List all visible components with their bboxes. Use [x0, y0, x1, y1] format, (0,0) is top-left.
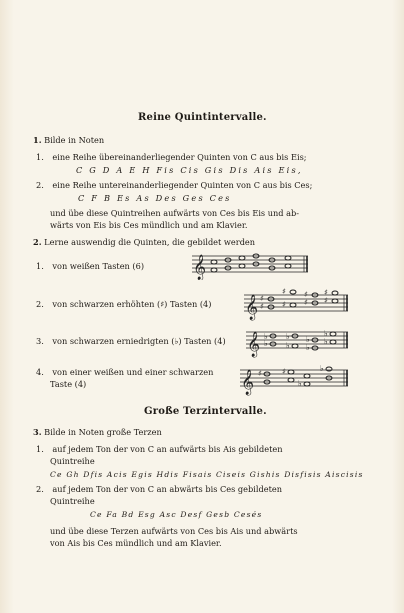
task3-item1-text2: Quintreihe	[50, 456, 95, 466]
task3-item1	[36, 444, 282, 454]
svg-text:♭: ♭	[286, 341, 290, 350]
task3-number: 3.	[33, 427, 42, 437]
task2-item3	[36, 336, 226, 346]
task3-line	[33, 427, 162, 437]
svg-text:♭: ♭	[298, 379, 302, 388]
staff-flat-keys	[246, 324, 350, 358]
task2-item4	[36, 367, 213, 377]
svg-text:♯: ♯	[324, 288, 328, 297]
svg-text:♭: ♭	[324, 337, 328, 346]
section-title-terzintervalle: Große Terzintervalle.	[144, 406, 267, 417]
svg-text:𝄞: 𝄞	[241, 370, 255, 395]
task2-number: 2.	[33, 237, 42, 247]
task2-line	[33, 237, 255, 247]
task3-item2-text: auf jedem Ton der von C an abwärts bis Ces gebildeten	[52, 484, 282, 494]
task3-note-line1: und übe diese Terzen aufwärts von Ces bis Ais und abwärts	[50, 526, 298, 536]
task2-label: Lerne auswendig die Quinten, die gebildet werden	[44, 237, 256, 247]
task2-item4-number: 4.	[36, 367, 44, 377]
task2-item1-text: von weißen Tasten (6)	[52, 261, 145, 271]
svg-text:♭: ♭	[306, 343, 310, 352]
task3-item2	[36, 484, 282, 494]
terz-sequence-up: Ce Gh Dfis Acis Egis Hdis Fisais Ciseis Gishis Disfisis Aiscisis	[50, 470, 364, 479]
task2-item3-text: von schwarzen erniedrigten (♭) Tasten (4)	[52, 336, 226, 346]
quint-sequence-up: C G D A E H Fis Cis Gis Dis Ais Eis,	[76, 165, 303, 175]
task3-item2-number: 2.	[36, 484, 44, 494]
svg-text:♯: ♯	[282, 300, 286, 309]
terz-sequence-down: Ce Fa Bd Esg Asc Desf Gesb Cesés	[90, 510, 263, 519]
task1-item1-text: eine Reihe übereinanderliegender Quinten von C aus bis Eis;	[52, 152, 307, 162]
task1-item2-text: eine Reihe untereinanderliegender Quinten von C aus bis Ces;	[52, 180, 313, 190]
task1-item1	[36, 152, 307, 162]
staff-mixed-keys	[240, 362, 350, 396]
task1-note-line1: und übe diese Quintreihen aufwärts von Ces bis Eis und ab-	[50, 208, 300, 218]
svg-text:𝄞: 𝄞	[193, 255, 207, 280]
svg-text:♯: ♯	[304, 290, 308, 299]
svg-text:♭: ♭	[264, 332, 268, 341]
task3-note-line2: von Ais bis Ces mündlich und am Klavier.	[50, 538, 222, 548]
task2-item1-number: 1.	[36, 261, 44, 271]
staff-white-keys	[192, 250, 310, 280]
section-title-quintintervalle: Reine Quintintervalle.	[138, 112, 267, 123]
task2-item2-text: von schwarzen erhöhten (♯) Tasten (4)	[52, 299, 212, 309]
task1-item2	[36, 180, 312, 190]
staff-sharp-keys	[244, 287, 350, 321]
svg-text:♭: ♭	[324, 329, 328, 338]
svg-text:♭: ♭	[306, 335, 310, 344]
svg-text:♯: ♯	[258, 369, 262, 378]
svg-text:♯: ♯	[260, 294, 264, 303]
task3-item1-number: 1.	[36, 444, 44, 454]
task2-item4-text-line1: von einer weißen und einer schwarzen	[52, 367, 214, 377]
task2-item1	[36, 261, 144, 271]
svg-text:♯: ♯	[282, 367, 286, 376]
svg-text:♭: ♭	[286, 332, 290, 341]
svg-text:♯: ♯	[260, 302, 264, 311]
task1-line	[33, 135, 104, 145]
task3-item2-text2: Quintreihe	[50, 496, 95, 506]
task2-item3-number: 3.	[36, 336, 44, 346]
task2-item4-text-line2: Taste (4)	[50, 379, 87, 389]
svg-text:♭: ♭	[320, 364, 324, 373]
task1-item2-number: 2.	[36, 180, 44, 190]
task3-item1-text: auf jedem Ton der von C an aufwärts bis Ais gebildeten	[52, 444, 283, 454]
task1-item1-number: 1.	[36, 152, 44, 162]
task1-label: Bilde in Noten	[44, 135, 105, 145]
task2-item2-number: 2.	[36, 299, 44, 309]
task1-number: 1.	[33, 135, 42, 145]
quint-sequence-down: C F B Es As Des Ges Ces	[78, 193, 232, 203]
svg-text:𝄞: 𝄞	[245, 295, 259, 320]
task2-item2	[36, 299, 211, 309]
task3-label: Bilde in Noten große Terzen	[44, 427, 162, 437]
svg-text:𝄞: 𝄞	[247, 332, 261, 357]
svg-text:♯: ♯	[324, 296, 328, 305]
task1-note-line2: wärts von Eis bis Ces mündlich und am Klavier.	[50, 220, 248, 230]
svg-text:♭: ♭	[264, 339, 268, 348]
svg-text:♯: ♯	[282, 287, 286, 296]
svg-text:♯: ♯	[304, 298, 308, 307]
